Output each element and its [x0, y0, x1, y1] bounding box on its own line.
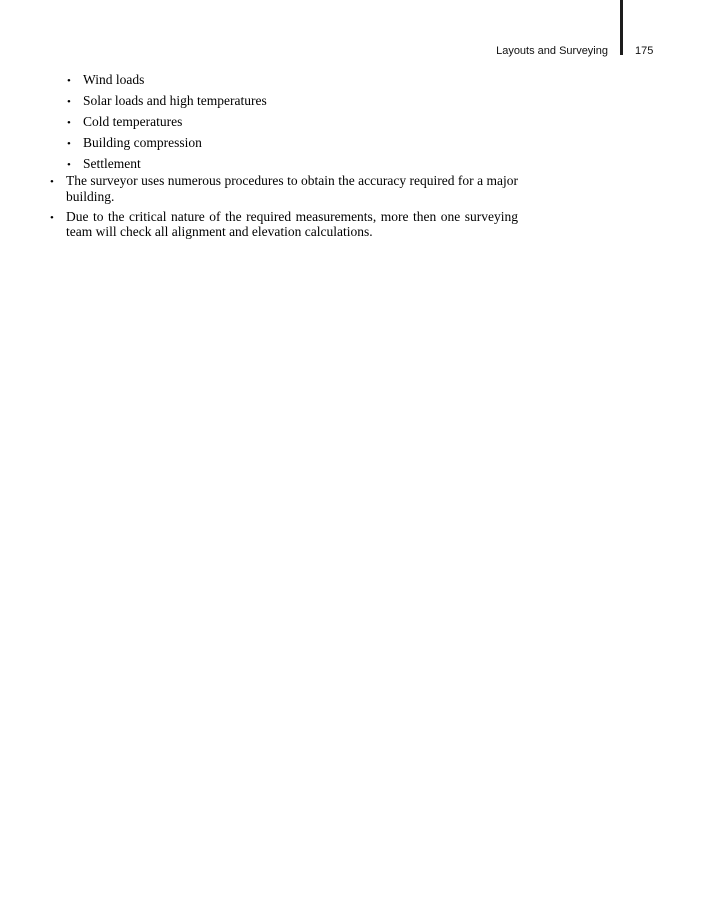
main-bullet-item [50, 173, 518, 204]
sub-bullet-text: Building compression [83, 135, 202, 150]
bullet-marker: • [50, 176, 54, 188]
bullet-marker: • [50, 211, 54, 224]
sub-bullet-list [67, 70, 527, 175]
main-bullet-text: The surveyor uses numerous procedures to obtain the accuracy required for a major building. [66, 173, 518, 204]
sub-bullet-item [67, 70, 527, 91]
bullet-marker: • [67, 96, 71, 108]
main-bullet-text: Due to the critical nature of the required measurements, more then one surveying team will check all alignment and elevation calculations. [66, 208, 518, 239]
main-bullet-list [50, 173, 518, 244]
sub-bullet-text: Wind loads [83, 72, 145, 87]
sub-bullet-item [67, 91, 527, 112]
header-divider-rule [620, 0, 623, 55]
sub-bullet-text: Solar loads and high temperatures [83, 93, 267, 108]
sub-bullet-text: Cold temperatures [83, 114, 183, 129]
sub-bullet-item [67, 112, 527, 133]
bullet-marker: • [67, 159, 71, 171]
sub-bullet-item [67, 133, 527, 154]
bullet-marker: • [67, 138, 71, 150]
main-bullet-item [50, 209, 518, 240]
sub-bullet-item [67, 154, 527, 175]
bullet-marker: • [67, 117, 71, 129]
running-header-title: Layouts and Surveying [496, 45, 608, 57]
page-number: 175 [635, 45, 654, 57]
bullet-marker: • [67, 75, 71, 87]
sub-bullet-text: Settlement [83, 156, 141, 171]
